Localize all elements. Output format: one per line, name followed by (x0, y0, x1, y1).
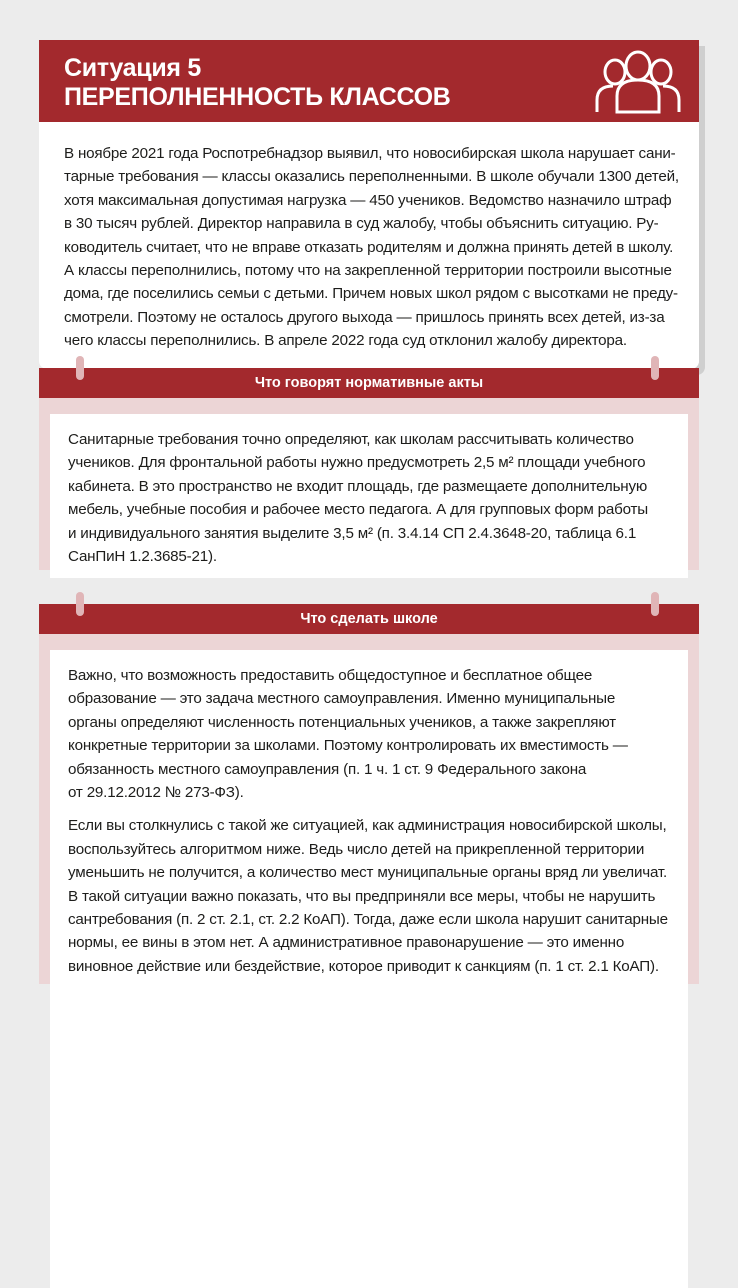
text-line: В такой ситуации важно показать, что вы предприняли все меры, чтобы не нарушить (68, 887, 656, 905)
text-line: виновное действие или бездействие, которое приводит к санкциям (п. 1 ст. 2.1 КоАП). (68, 957, 659, 975)
text-line: кабинета. В это пространство не входит площадь, где размещаете дополнительную (68, 477, 648, 495)
text-line: нормы, ее вины в этом нет. А административное правонарушение — это именно (68, 934, 625, 952)
pin-decoration (76, 592, 84, 616)
text-line: тарные требования — классы оказались переполненными. В школе обучали 1300 детей, (64, 168, 679, 186)
school-actions-section (39, 604, 699, 984)
normative-acts-section (39, 368, 699, 570)
pin-decoration (651, 356, 659, 380)
title-line-1: Ситуация 5 (64, 54, 201, 82)
text-line: учеников. Для фронтальной работы нужно предусмотреть 2,5 м² площади учебного (68, 454, 646, 472)
text-line: образование — это задача местного самоуправления. Именно муниципальные (68, 690, 616, 708)
title-line-2: ПЕРЕПОЛНЕННОСТЬ КЛАССОВ (64, 83, 451, 111)
paragraph (68, 814, 670, 978)
text-line: сантребования (п. 2 ст. 2.1, ст. 2.2 КоАП). Тогда, даже если школа нарушит санитарные (68, 911, 668, 929)
text-line: воспользуйтесь алгоритмом ниже. Ведь число детей на прикрепленной территории (68, 840, 645, 858)
normative-acts-text (50, 414, 688, 578)
text-line: СанПиН 1.2.3685-21). (68, 548, 217, 566)
text-line: чего классы переполнились. В апреле 2022 года суд отклонил жалобу директора. (64, 332, 627, 350)
text-line: Если вы столкнулись с такой же ситуацией, как администрация новосибирской школы, (68, 817, 667, 835)
people-group-icon (593, 50, 683, 114)
situation-header (39, 40, 699, 122)
section-title: Что сделать школе (39, 604, 699, 634)
text-line: Важно, что возможность предоставить общедоступное и бесплатное общее (68, 667, 593, 684)
situation-card (39, 40, 699, 369)
text-line: ководитель считает, что не вправе отказать родителям и должна принять детей в школу. (64, 238, 674, 256)
situation-title (64, 54, 451, 112)
text-line: смотрели. Поэтому не осталось другого выхода — пришлось принять всех детей, из-за (64, 308, 665, 326)
text-line: в 30 тысяч рублей. Директор направила в суд жалобу, чтобы объяснить ситуацию. Ру- (64, 215, 659, 233)
text-line: конкретные территории за школами. Поэтому контролировать их вместимость — (68, 737, 628, 755)
text-line: А классы переполнились, потому что на закрепленной территории построили высотные (64, 262, 672, 280)
pin-decoration (76, 356, 84, 380)
text-line: мебель, учебные пособия и рабочее место педагога. А для групповых форм работы (68, 501, 648, 519)
text-line: от 29.12.2012 № 273-ФЗ). (68, 784, 244, 802)
section-title: Что говорят нормативные акты (39, 368, 699, 398)
pin-decoration (651, 592, 659, 616)
text-line: и индивидуального занятия выделите 3,5 м² (п. 3.4.14 СП 2.4.3648-20, таблица 6.1 (68, 524, 637, 542)
text-line: уменьшить не получится, а количество мест муниципальные органы вряд ли увеличат. (68, 864, 667, 882)
text-line: В ноябре 2021 года Роспотребнадзор выявил, что новосибирская школа нарушает сани- (64, 145, 676, 162)
text-line: обязанность местного самоуправления (п. 1 ч. 1 ст. 9 Федерального закона (68, 760, 587, 778)
text-line: дома, где поселились семьи с детьми. Причем новых школ рядом с высотками не преду- (64, 285, 678, 303)
text-line: хотя максимальная допустимая нагрузка — 450 учеников. Ведомство назначило штраф (64, 191, 672, 209)
school-actions-text (50, 650, 688, 1288)
situation-text (39, 122, 699, 369)
text-line: органы определяют численность потенциальных учеников, а также закрепляют (68, 713, 616, 731)
text-line: Санитарные требования точно определяют, как школам рассчитывать количество (68, 431, 634, 448)
paragraph (68, 664, 670, 804)
